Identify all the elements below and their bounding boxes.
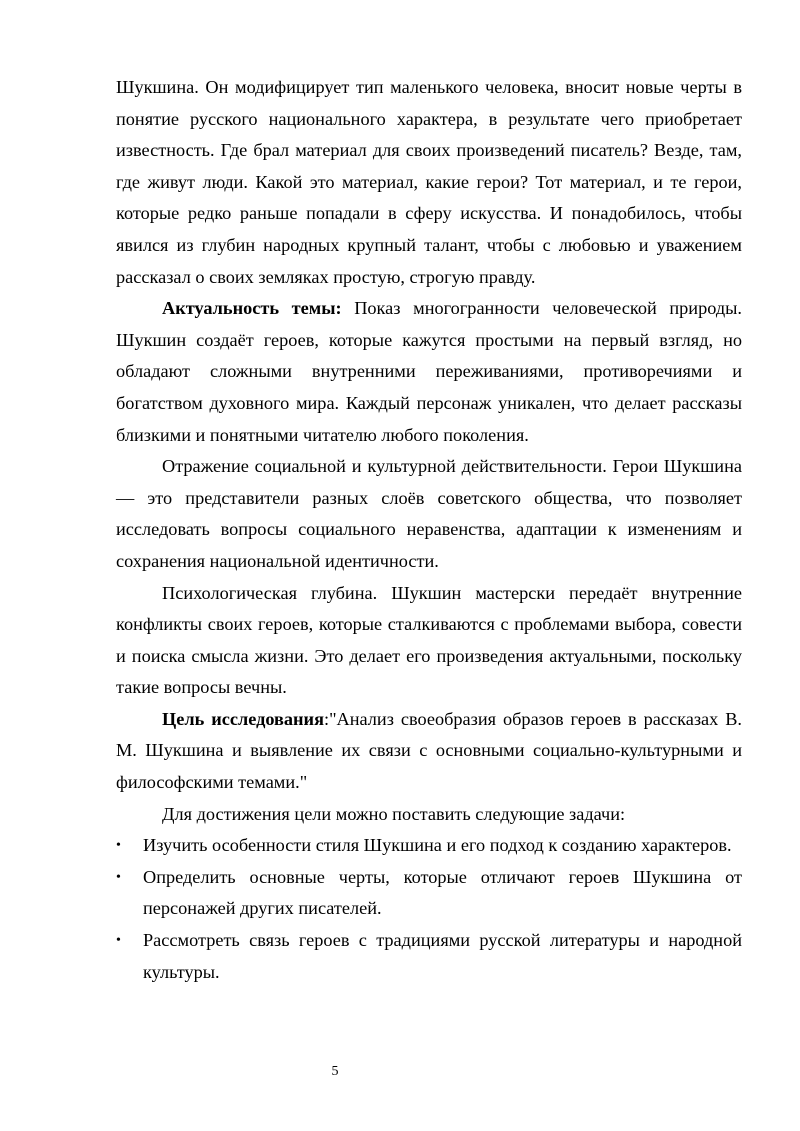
social-paragraph: Отражение социальной и культурной действительности. Герои Шукшина — это представители разных слоёв советского общества, что позволяет исследовать вопросы социального неравенства, адаптации к изменениям и сохранения национальной идентичности. bbox=[116, 456, 742, 571]
relevance-label: Актуальность темы: bbox=[162, 298, 342, 319]
task-text: Определить основные черты, которые отличают героев Шукшина от персонажей других писателей. bbox=[143, 866, 742, 919]
intro-paragraph: Шукшина. Он модифицирует тип маленького человека, вносит новые черты в понятие русского национального характера, в результате чего приобретает известность. Где брал материал для своих произведений писатель? Везде, там, где живут люди. Какой это материал, какие герои? Тот материал, и те герои, которые редко раньше попадали в сферу искусства. И понадобилось, чтобы явился из глубин народных крупный талант, чтобы с любовью и уважением рассказал о своих земляках простую, строгую правду. bbox=[116, 77, 742, 287]
bullet-icon: • bbox=[116, 838, 121, 854]
relevance-paragraph bbox=[116, 293, 742, 451]
task-text: Рассмотреть связь героев с традициями русской литературы и народной культуры. bbox=[143, 930, 742, 982]
page-number: 5 bbox=[331, 1064, 339, 1079]
bullet-icon: • bbox=[116, 869, 121, 885]
goal-paragraph bbox=[116, 704, 742, 799]
list-item bbox=[116, 830, 742, 862]
document-page bbox=[116, 72, 742, 988]
tasks-intro-paragraph: Для достижения цели можно поставить следующие задачи: bbox=[162, 803, 626, 824]
goal-label: Цель исследования bbox=[162, 708, 324, 729]
goal-text: :"Анализ своеобразия образов героев в рассказах В. М. Шукшина и выявление их связи с основными социально-культурными и философскими темами." bbox=[116, 708, 742, 793]
psychology-paragraph: Психологическая глубина. Шукшин мастерски передаёт внутренние конфликты своих героев, которые сталкиваются с проблемами выбора, совести и поиска смысла жизни. Это делает его произведения актуальными, поскольку такие вопросы вечны. bbox=[116, 582, 742, 698]
bullet-icon: • bbox=[116, 933, 121, 949]
tasks-list bbox=[116, 830, 742, 988]
relevance-text: Показ многогранности человеческой природы. Шукшин создаёт героев, которые кажутся простыми на первый взгляд, но обладают сложными внутренними переживаниями, противоречиями и богатством духовного мира. Каждый персонаж уникален, что делает рассказы близкими и понятными читателю любого поколения. bbox=[116, 298, 742, 445]
task-text: Изучить особенности стиля Шукшина и его подход к созданию характеров. bbox=[143, 835, 732, 856]
list-item bbox=[116, 862, 742, 925]
list-item bbox=[116, 925, 742, 988]
